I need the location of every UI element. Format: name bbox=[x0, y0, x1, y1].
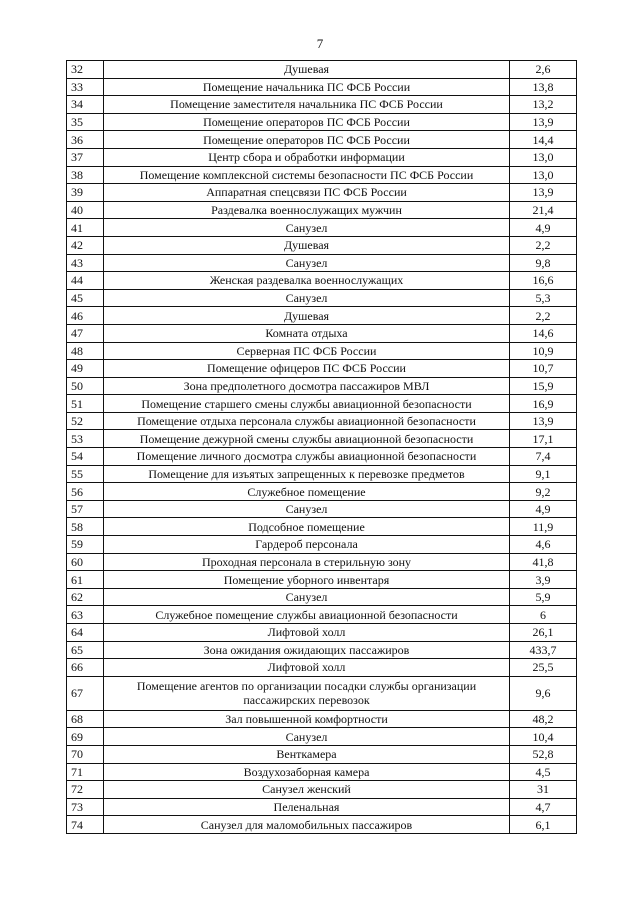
room-name-cell: Санузел bbox=[104, 588, 510, 606]
table-row bbox=[67, 781, 577, 799]
row-number-cell: 63 bbox=[67, 606, 104, 624]
room-name-cell: Санузел bbox=[104, 254, 510, 272]
row-number-cell: 57 bbox=[67, 500, 104, 518]
row-number-cell: 73 bbox=[67, 798, 104, 816]
table-row bbox=[67, 518, 577, 536]
row-number-cell: 74 bbox=[67, 816, 104, 834]
room-area-cell: 5,3 bbox=[510, 289, 577, 307]
room-area-cell: 433,7 bbox=[510, 641, 577, 659]
room-area-cell: 2,6 bbox=[510, 61, 577, 79]
room-area-cell: 15,9 bbox=[510, 377, 577, 395]
table-row bbox=[67, 624, 577, 642]
room-area-cell: 5,9 bbox=[510, 588, 577, 606]
room-name-cell: Помещение заместителя начальника ПС ФСБ России bbox=[104, 96, 510, 114]
table-row bbox=[67, 500, 577, 518]
room-area-cell: 10,4 bbox=[510, 728, 577, 746]
row-number-cell: 72 bbox=[67, 781, 104, 799]
room-name-cell: Зал повышенной комфортности bbox=[104, 710, 510, 728]
table-row bbox=[67, 78, 577, 96]
room-area-cell: 16,6 bbox=[510, 272, 577, 290]
row-number-cell: 58 bbox=[67, 518, 104, 536]
row-number-cell: 36 bbox=[67, 131, 104, 149]
table-row bbox=[67, 61, 577, 79]
room-name-cell: Душевая bbox=[104, 61, 510, 79]
room-name-cell: Зона ожидания ожидающих пассажиров bbox=[104, 641, 510, 659]
table-row bbox=[67, 131, 577, 149]
row-number-cell: 42 bbox=[67, 236, 104, 254]
room-area-cell: 13,8 bbox=[510, 78, 577, 96]
row-number-cell: 64 bbox=[67, 624, 104, 642]
table-row bbox=[67, 659, 577, 677]
room-name-cell: Помещение комплексной системы безопасности ПС ФСБ России bbox=[104, 166, 510, 184]
table-row bbox=[67, 710, 577, 728]
room-name-cell: Помещение уборного инвентаря bbox=[104, 571, 510, 589]
room-area-cell: 16,9 bbox=[510, 395, 577, 413]
room-name-cell: Помещение начальника ПС ФСБ России bbox=[104, 78, 510, 96]
table-row bbox=[67, 553, 577, 571]
room-name-cell: Женская раздевалка военнослужащих bbox=[104, 272, 510, 290]
table-row bbox=[67, 324, 577, 342]
room-name-cell: Гардероб персонала bbox=[104, 536, 510, 554]
room-area-cell: 21,4 bbox=[510, 201, 577, 219]
row-number-cell: 69 bbox=[67, 728, 104, 746]
row-number-cell: 37 bbox=[67, 148, 104, 166]
row-number-cell: 54 bbox=[67, 448, 104, 466]
room-name-cell: Служебное помещение bbox=[104, 483, 510, 501]
room-name-cell: Помещение для изъятых запрещенных к перевозке предметов bbox=[104, 465, 510, 483]
room-area-cell: 2,2 bbox=[510, 236, 577, 254]
room-name-cell: Душевая bbox=[104, 236, 510, 254]
row-number-cell: 62 bbox=[67, 588, 104, 606]
table-row bbox=[67, 483, 577, 501]
room-area-cell: 6 bbox=[510, 606, 577, 624]
row-number-cell: 39 bbox=[67, 184, 104, 202]
row-number-cell: 47 bbox=[67, 324, 104, 342]
row-number-cell: 65 bbox=[67, 641, 104, 659]
room-area-cell: 4,5 bbox=[510, 763, 577, 781]
page-number: 7 bbox=[316, 36, 324, 51]
room-name-cell: Служебное помещение службы авиационной безопасности bbox=[104, 606, 510, 624]
room-area-cell: 11,9 bbox=[510, 518, 577, 536]
table-row bbox=[67, 465, 577, 483]
table-row bbox=[67, 236, 577, 254]
room-area-cell: 13,9 bbox=[510, 412, 577, 430]
room-name-cell: Помещение операторов ПС ФСБ России bbox=[104, 113, 510, 131]
room-area-cell: 4,6 bbox=[510, 536, 577, 554]
room-name-cell: Зона предполетного досмотра пассажиров МВЛ bbox=[104, 377, 510, 395]
row-number-cell: 49 bbox=[67, 360, 104, 378]
row-number-cell: 35 bbox=[67, 113, 104, 131]
room-name-cell: Помещение операторов ПС ФСБ России bbox=[104, 131, 510, 149]
row-number-cell: 59 bbox=[67, 536, 104, 554]
table-row bbox=[67, 254, 577, 272]
table-row bbox=[67, 272, 577, 290]
row-number-cell: 56 bbox=[67, 483, 104, 501]
room-area-cell: 26,1 bbox=[510, 624, 577, 642]
room-area-cell: 13,0 bbox=[510, 148, 577, 166]
row-number-cell: 67 bbox=[67, 676, 104, 710]
room-area-cell: 6,1 bbox=[510, 816, 577, 834]
room-name-cell: Раздевалка военнослужащих мужчин bbox=[104, 201, 510, 219]
room-name-cell: Санузел bbox=[104, 728, 510, 746]
room-area-cell: 48,2 bbox=[510, 710, 577, 728]
row-number-cell: 55 bbox=[67, 465, 104, 483]
table-row bbox=[67, 342, 577, 360]
row-number-cell: 71 bbox=[67, 763, 104, 781]
rooms-table-body bbox=[67, 61, 577, 834]
room-name-cell: Помещение личного досмотра службы авиационной безопасности bbox=[104, 448, 510, 466]
table-row bbox=[67, 395, 577, 413]
row-number-cell: 34 bbox=[67, 96, 104, 114]
table-row bbox=[67, 113, 577, 131]
room-name-cell: Воздухозаборная камера bbox=[104, 763, 510, 781]
table-row bbox=[67, 166, 577, 184]
table-row bbox=[67, 606, 577, 624]
room-area-cell: 9,2 bbox=[510, 483, 577, 501]
table-row bbox=[67, 360, 577, 378]
table-row bbox=[67, 816, 577, 834]
room-name-cell: Помещение отдыха персонала службы авиационной безопасности bbox=[104, 412, 510, 430]
row-number-cell: 41 bbox=[67, 219, 104, 237]
room-name-cell: Подсобное помещение bbox=[104, 518, 510, 536]
room-name-cell: Пеленальная bbox=[104, 798, 510, 816]
table-row bbox=[67, 412, 577, 430]
room-area-cell: 4,9 bbox=[510, 219, 577, 237]
row-number-cell: 51 bbox=[67, 395, 104, 413]
table-row bbox=[67, 745, 577, 763]
room-area-cell: 10,9 bbox=[510, 342, 577, 360]
room-name-cell: Лифтовой холл bbox=[104, 659, 510, 677]
room-name-cell: Санузел bbox=[104, 289, 510, 307]
table-row bbox=[67, 728, 577, 746]
room-name-cell: Помещение дежурной смены службы авиационной безопасности bbox=[104, 430, 510, 448]
room-name-cell: Аппаратная спецсвязи ПС ФСБ России bbox=[104, 184, 510, 202]
row-number-cell: 52 bbox=[67, 412, 104, 430]
room-name-cell: Лифтовой холл bbox=[104, 624, 510, 642]
row-number-cell: 32 bbox=[67, 61, 104, 79]
room-name-cell: Комната отдыха bbox=[104, 324, 510, 342]
row-number-cell: 40 bbox=[67, 201, 104, 219]
row-number-cell: 50 bbox=[67, 377, 104, 395]
table-row bbox=[67, 148, 577, 166]
row-number-cell: 33 bbox=[67, 78, 104, 96]
room-area-cell: 25,5 bbox=[510, 659, 577, 677]
room-area-cell: 13,9 bbox=[510, 113, 577, 131]
table-row bbox=[67, 307, 577, 325]
room-area-cell: 13,0 bbox=[510, 166, 577, 184]
room-name-cell: Помещение офицеров ПС ФСБ России bbox=[104, 360, 510, 378]
row-number-cell: 61 bbox=[67, 571, 104, 589]
room-name-cell: Проходная персонала в стерильную зону bbox=[104, 553, 510, 571]
rooms-table bbox=[66, 60, 577, 834]
row-number-cell: 45 bbox=[67, 289, 104, 307]
room-name-cell: Помещение старшего смены службы авиационной безопасности bbox=[104, 395, 510, 413]
room-name-cell: Санузел bbox=[104, 219, 510, 237]
room-area-cell: 13,2 bbox=[510, 96, 577, 114]
room-area-cell: 52,8 bbox=[510, 745, 577, 763]
room-area-cell: 13,9 bbox=[510, 184, 577, 202]
room-name-cell: Санузел bbox=[104, 500, 510, 518]
room-area-cell: 2,2 bbox=[510, 307, 577, 325]
room-area-cell: 14,6 bbox=[510, 324, 577, 342]
room-area-cell: 17,1 bbox=[510, 430, 577, 448]
table-row bbox=[67, 201, 577, 219]
table-row bbox=[67, 588, 577, 606]
room-name-cell: Центр сбора и обработки информации bbox=[104, 148, 510, 166]
row-number-cell: 43 bbox=[67, 254, 104, 272]
row-number-cell: 60 bbox=[67, 553, 104, 571]
table-row bbox=[67, 219, 577, 237]
table-row bbox=[67, 536, 577, 554]
room-name-cell: Санузел женский bbox=[104, 781, 510, 799]
room-name-cell: Серверная ПС ФСБ России bbox=[104, 342, 510, 360]
table-row bbox=[67, 641, 577, 659]
room-area-cell: 9,8 bbox=[510, 254, 577, 272]
row-number-cell: 46 bbox=[67, 307, 104, 325]
row-number-cell: 48 bbox=[67, 342, 104, 360]
table-row bbox=[67, 96, 577, 114]
row-number-cell: 44 bbox=[67, 272, 104, 290]
room-area-cell: 9,6 bbox=[510, 676, 577, 710]
table-row bbox=[67, 430, 577, 448]
table-row bbox=[67, 798, 577, 816]
table-row bbox=[67, 448, 577, 466]
room-area-cell: 3,9 bbox=[510, 571, 577, 589]
room-area-cell: 14,4 bbox=[510, 131, 577, 149]
table-row bbox=[67, 571, 577, 589]
room-area-cell: 31 bbox=[510, 781, 577, 799]
room-area-cell: 4,7 bbox=[510, 798, 577, 816]
room-area-cell: 10,7 bbox=[510, 360, 577, 378]
row-number-cell: 70 bbox=[67, 745, 104, 763]
table-row bbox=[67, 763, 577, 781]
room-name-cell: Помещение агентов по организации посадки службы организации пассажирских перевозок bbox=[104, 676, 510, 710]
table-row bbox=[67, 289, 577, 307]
room-area-cell: 7,4 bbox=[510, 448, 577, 466]
table-row bbox=[67, 184, 577, 202]
room-area-cell: 41,8 bbox=[510, 553, 577, 571]
room-area-cell: 9,1 bbox=[510, 465, 577, 483]
row-number-cell: 66 bbox=[67, 659, 104, 677]
row-number-cell: 53 bbox=[67, 430, 104, 448]
room-name-cell: Душевая bbox=[104, 307, 510, 325]
row-number-cell: 38 bbox=[67, 166, 104, 184]
room-area-cell: 4,9 bbox=[510, 500, 577, 518]
room-name-cell: Венткамера bbox=[104, 745, 510, 763]
table-row bbox=[67, 676, 577, 710]
room-name-cell: Санузел для маломобильных пассажиров bbox=[104, 816, 510, 834]
table-row bbox=[67, 377, 577, 395]
row-number-cell: 68 bbox=[67, 710, 104, 728]
